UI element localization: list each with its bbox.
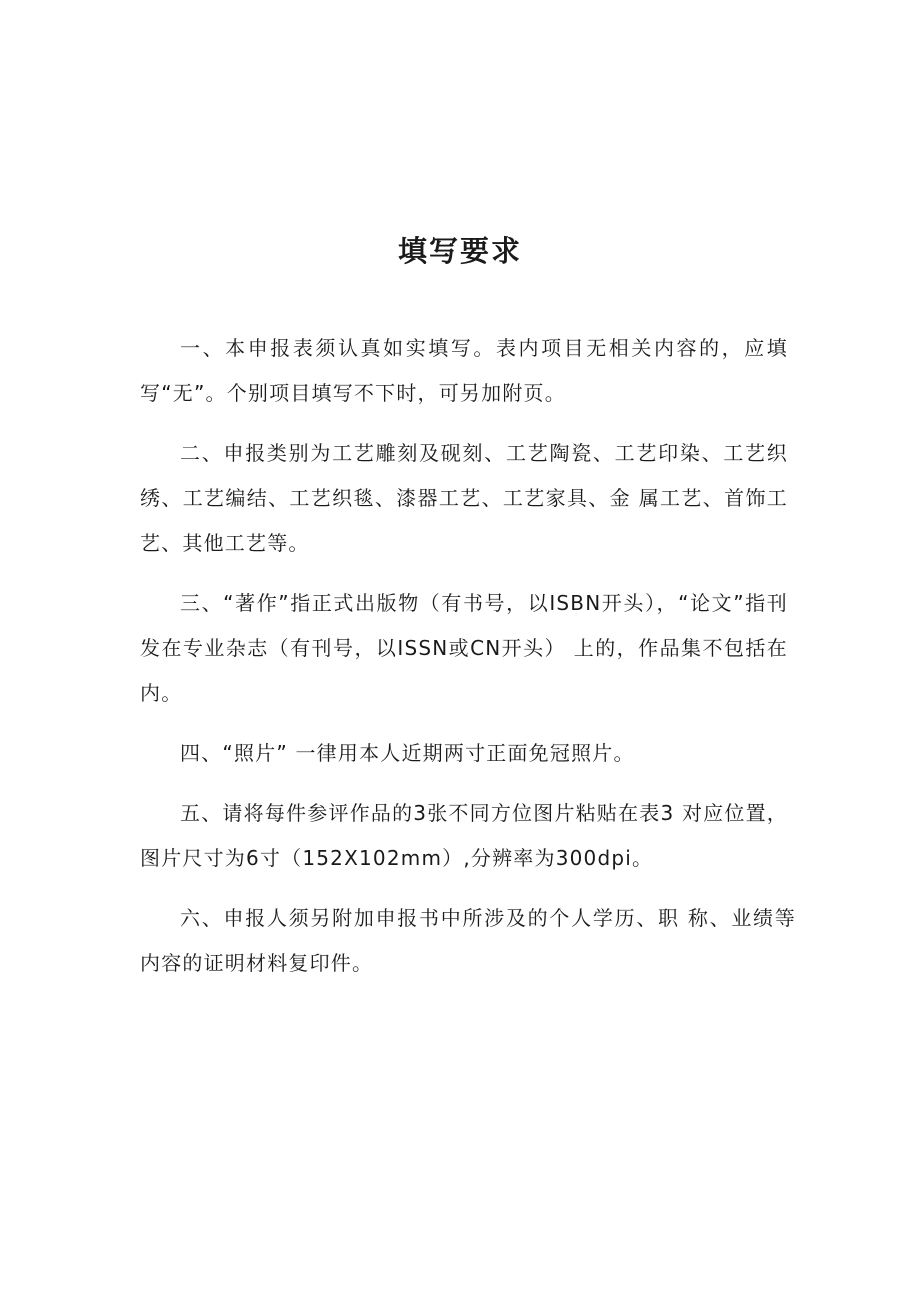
requirement-item-4: 四、“照片” 一律用本人近期两寸正面免冠照片。 [180, 741, 635, 765]
requirements-list [140, 326, 796, 1001]
requirement-item-6: 六、申报人须另附加申报书中所涉及的个人学历、职 称、业绩等内容的证明材料复印件。 [140, 906, 796, 975]
page-title: 填写要求 [397, 234, 522, 269]
requirement-item-2: 二、申报类别为工艺雕刻及砚刻、工艺陶瓷、工艺印染、工艺织绣、工艺编结、工艺织毯、漆器工艺、工艺家具、金 属工艺、首饰工艺、其他工艺等。 [140, 441, 788, 555]
requirement-item-3: 三、“著作”指正式出版物（有书号，以ISBN开头），“论文”指刊发在专业杂志（有刊号，以ISSN或CN开头） 上的，作品集不包括在内。 [140, 591, 788, 705]
requirement-item-5: 五、请将每件参评作品的3张不同方位图片粘贴在表3 对应位置，图片尺寸为6寸（152X102mm）,分辨率为300dpi。 [140, 801, 788, 870]
requirement-item-1: 一、本申报表须认真如实填写。表内项目无相关内容的，应填写“无”。个别项目填写不下时，可另加附页。 [140, 336, 788, 405]
